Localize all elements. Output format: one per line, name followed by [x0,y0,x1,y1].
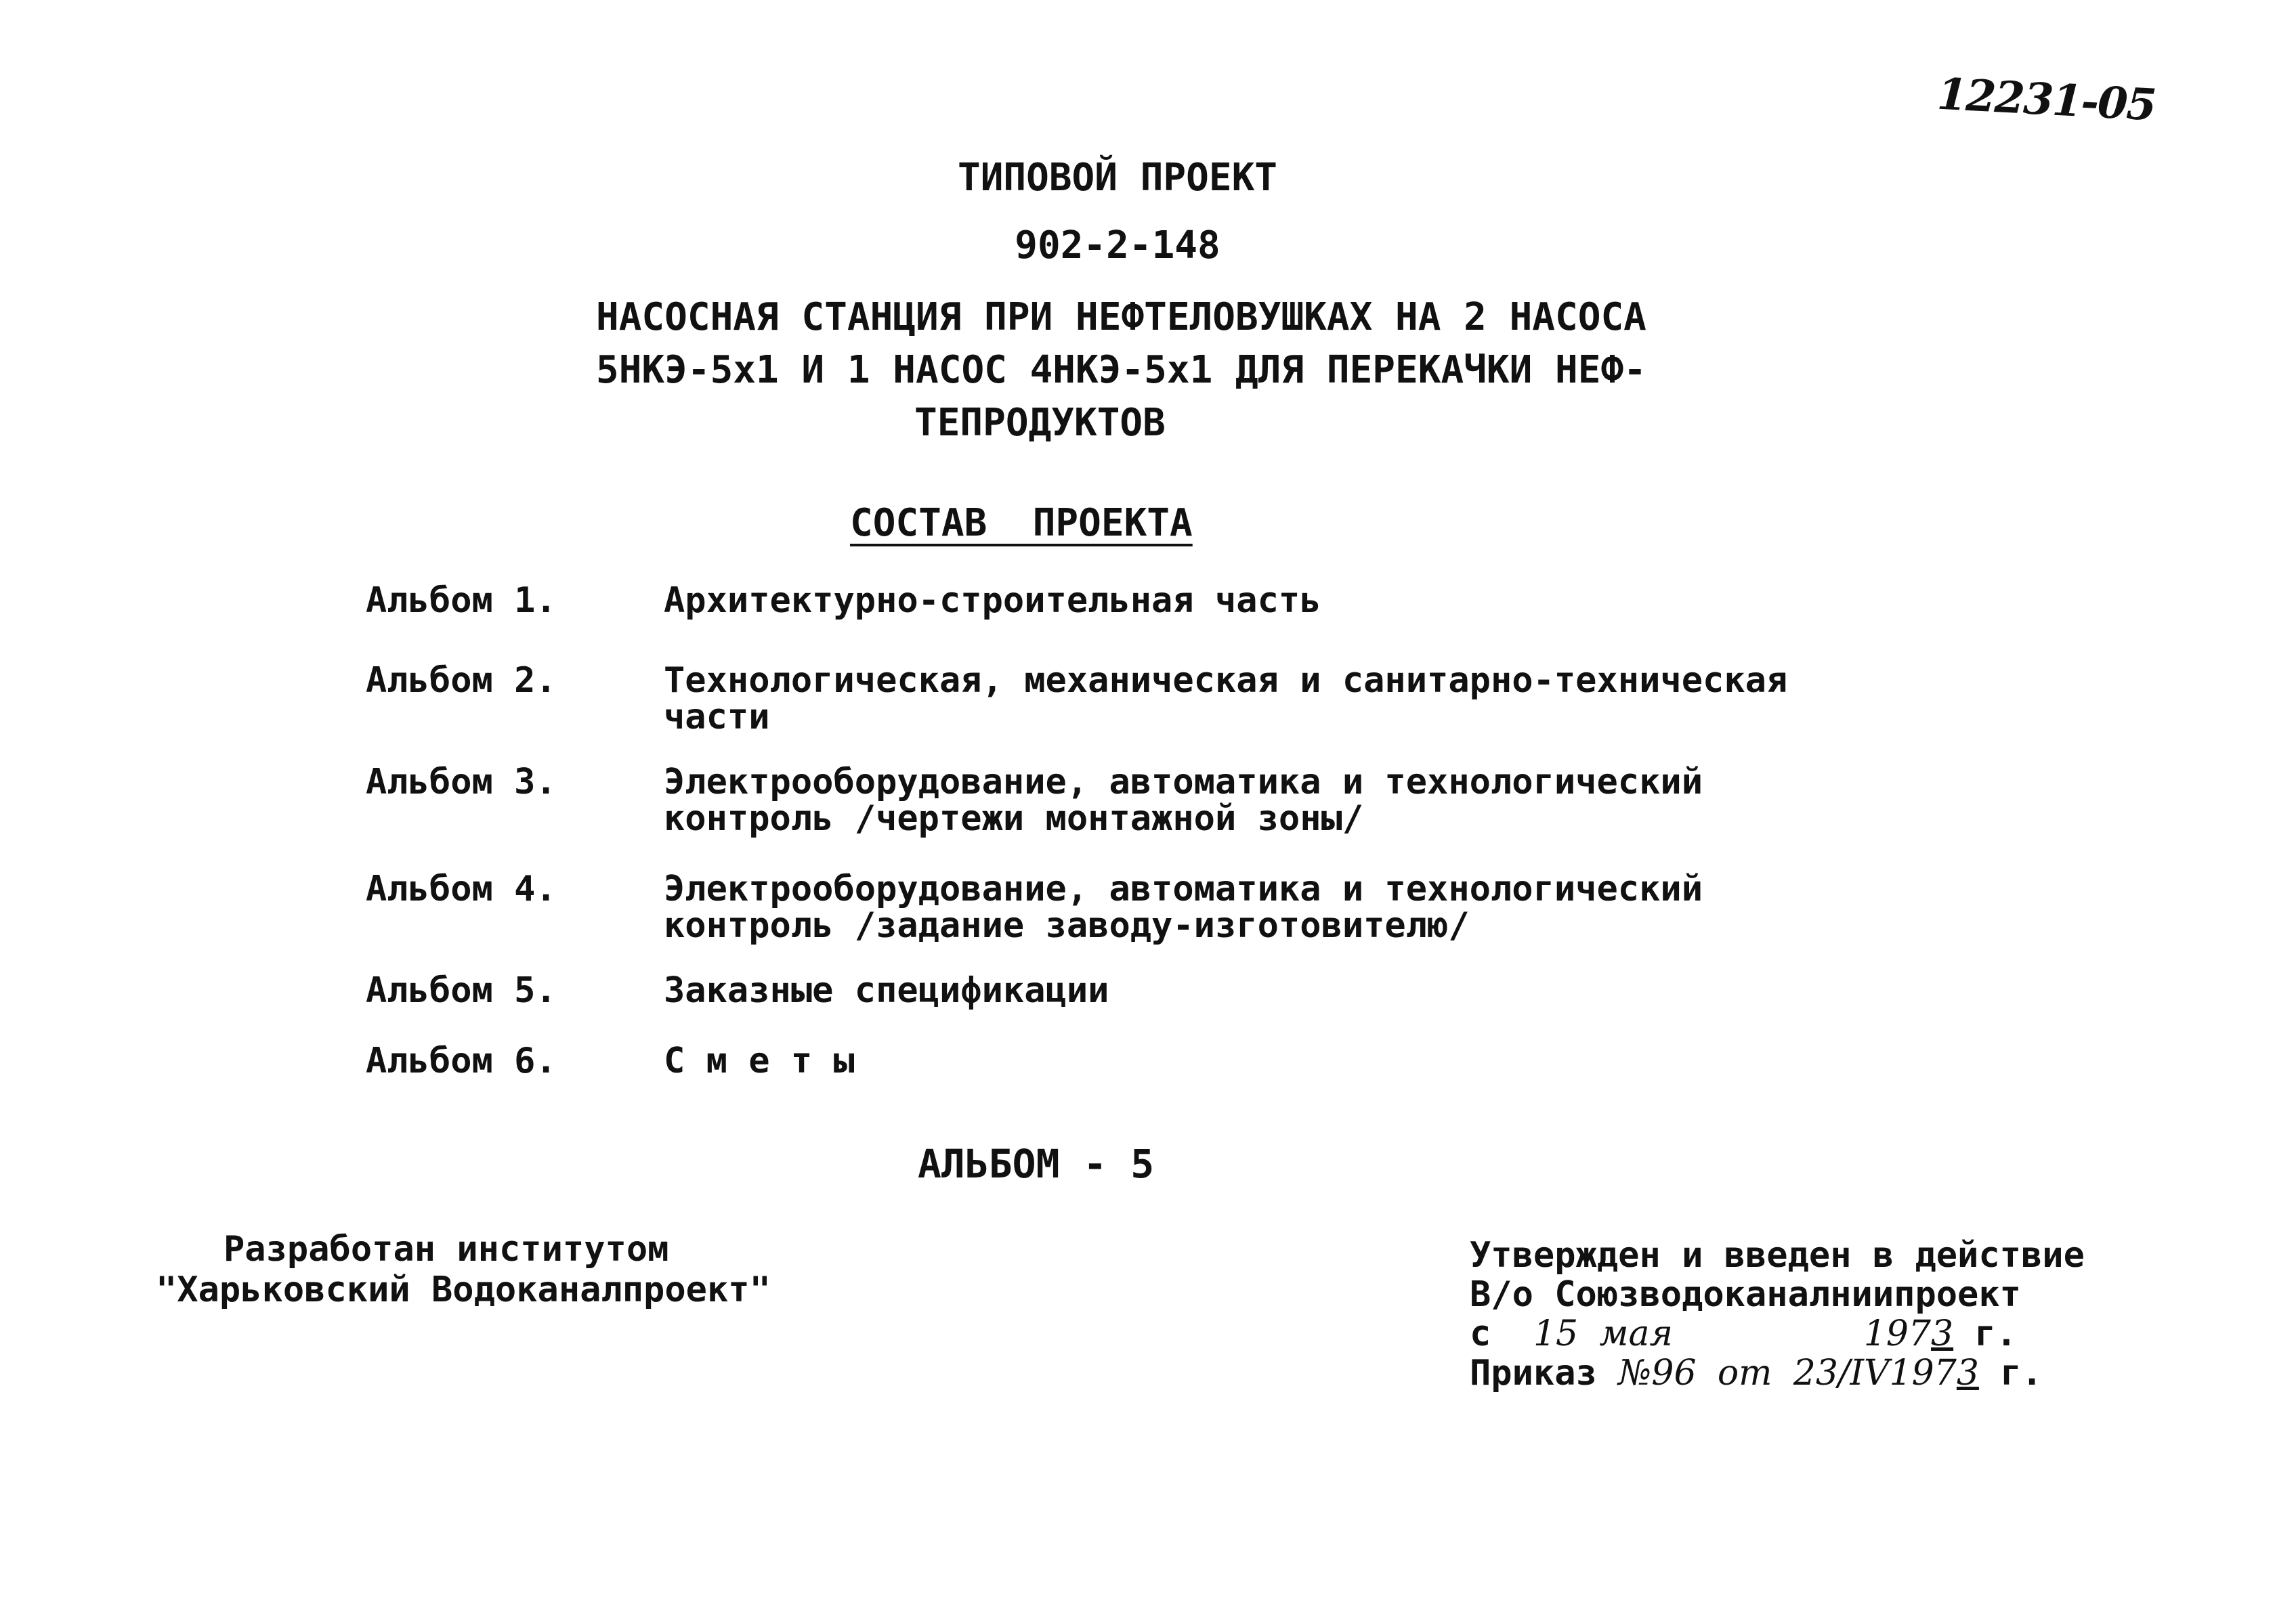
order-number: 96 [1651,1353,1697,1393]
date-year-suffix: 3 [1931,1314,1954,1354]
album-description: Технологическая, механическая и санитарно-техническая части [664,660,1788,737]
approval-line-1: Утвержден и введен в действие [1470,1235,2085,1276]
album-description: Электрооборудование, автоматика и технологический контроль /чертежи монтажной зоны/ [664,762,1703,839]
archive-number: 12231-05 [1936,68,2157,131]
order-date: 23/IV [1793,1353,1890,1393]
album-label: Альбом 6. [366,1041,557,1081]
title-line-3: ТЕПРОДУКТОВ [914,401,1166,445]
album-item [366,582,1923,662]
approval-date [1470,1314,2249,1354]
album-item [366,1043,1923,1097]
album-description: Электрооборудование, автоматика и технологический контроль /задание заводу-изготовителю/ [664,869,1703,946]
order-line [1470,1354,2249,1393]
project-code: 902-2-148 [1015,223,1220,267]
date-suffix: г. [1974,1314,2018,1354]
album-item [366,764,1923,871]
order-label: Приказ [1470,1353,1597,1393]
document-type: ТИПОВОЙ ПРОЕКТ [957,156,1277,200]
album-description: Заказные спецификации [664,970,1109,1011]
contents-heading: СОСТАВ ПРОЕКТА [850,501,1193,545]
order-year-suffix: 3 [1956,1353,1979,1393]
title-line-1: НАСОСНАЯ СТАНЦИЯ ПРИ НЕФТЕЛОВУШКАХ НА 2 НАСОСА [596,295,1646,339]
album-label: Альбом 3. [366,762,557,802]
developer-line-2: "Харьковский Водоканалпроект" [156,1270,771,1310]
album-description: Архитектурно-строительная часть [664,580,1321,621]
title-line-2: 5НКЭ-5х1 И 1 НАСОС 4НКЭ-5х1 ДЛЯ ПЕРЕКАЧКИ НЕФ- [596,348,1646,392]
developer-line-1: Разработан институтом [224,1229,669,1270]
album-label: Альбом 5. [366,970,557,1011]
album-label: Альбом 1. [366,580,557,621]
album-item [366,972,1923,1043]
album-description: С м е т ы [664,1041,855,1081]
order-number-sign: № [1618,1353,1652,1393]
album-label: Альбом 2. [366,660,557,701]
album-list [366,582,1923,1097]
order-from: от [1717,1353,1772,1393]
order-year-prefix: 197 [1889,1353,1957,1393]
date-prefix: с [1470,1314,1491,1354]
date-year-prefix: 197 [1863,1314,1931,1354]
approval-block [1470,1236,2249,1393]
album-item [366,871,1923,972]
current-album-label: АЛЬБОМ - 5 [918,1141,1155,1187]
album-item [366,662,1923,764]
album-label: Альбом 4. [366,869,557,909]
project-title [596,291,1747,450]
order-suffix: г. [2000,1353,2043,1393]
approval-line-2: В/о Союзводоканалниипроект [1470,1274,2021,1315]
developer-block [156,1229,771,1310]
date-day: 15 [1533,1314,1579,1354]
date-month: мая [1599,1314,1673,1354]
